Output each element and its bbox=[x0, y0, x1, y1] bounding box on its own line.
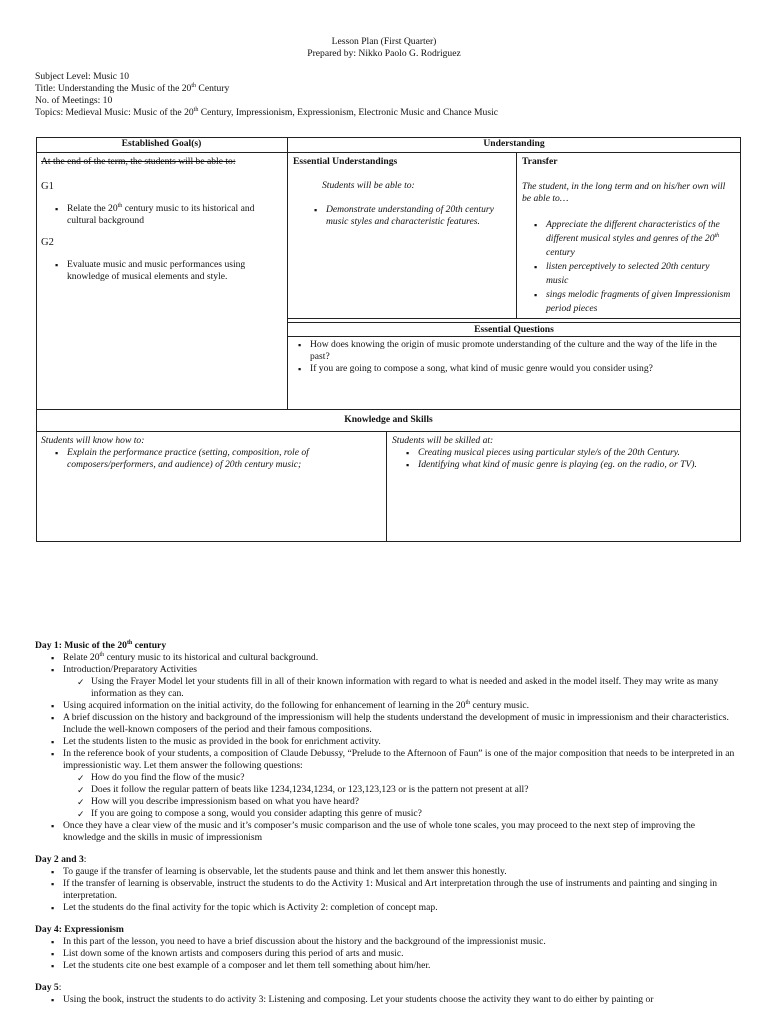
goal-g2-label: G2 bbox=[41, 237, 54, 248]
table-border bbox=[36, 431, 741, 432]
day-5-title: Day 5: bbox=[35, 982, 62, 993]
know-intro: Students will know how to: bbox=[41, 435, 145, 446]
meetings: No. of Meetings: 10 bbox=[35, 95, 113, 106]
day-4-title: Day 4: Expressionism bbox=[35, 924, 124, 935]
know-list bbox=[53, 447, 381, 471]
goal-g1-label: G1 bbox=[41, 181, 54, 192]
skill-item: ▪ Creating musical pieces using particular style/s of the 20th Century. bbox=[404, 447, 736, 459]
lesson-meta bbox=[35, 71, 755, 119]
check-item: ✓ How will you describe impressionism based on what you have heard? bbox=[77, 796, 735, 808]
table-border bbox=[287, 322, 741, 323]
day-item: ▪ Let the students listen to the music as provided in the book for enrichment activity. bbox=[49, 736, 735, 748]
essential-questions-header: Essential Questions bbox=[474, 324, 554, 335]
eu-list bbox=[312, 204, 508, 228]
goal-g1-item: ▪ Relate the 20th century music to its historical and cultural background bbox=[53, 203, 283, 227]
day-item: ▪ Using acquired information on the initial activity, do the following for enhancement of learning in the 20th century music. bbox=[49, 700, 735, 712]
skills-cell bbox=[392, 435, 736, 471]
eq-item: ▪ If you are going to compose a song, what kind of music genre would you consider using? bbox=[296, 363, 734, 375]
day-1-list bbox=[49, 820, 735, 844]
day-1-title: Day 1: Music of the 20th century bbox=[35, 639, 167, 651]
knowledge-skills-header: Knowledge and Skills bbox=[344, 414, 433, 425]
goals-header: Established Goal(s) bbox=[121, 138, 202, 149]
transfer-intro: The student, in the long term and on his/her own will be able to… bbox=[522, 181, 726, 204]
day-1-list bbox=[49, 700, 735, 772]
transfer-header: Transfer bbox=[522, 156, 558, 167]
day-1-list bbox=[49, 652, 735, 676]
knowledge-cell bbox=[41, 435, 381, 471]
eq-item: ▪ How does knowing the origin of music promote understanding of the culture and the way of the life in the past? bbox=[296, 339, 734, 363]
day-1-sublist bbox=[77, 676, 735, 700]
table-border bbox=[36, 137, 37, 542]
transfer-item: ▪ sings melodic fragments of given Impressionism period pieces bbox=[532, 288, 734, 316]
day-item: ▪ Let the students cite one best example of a composer and let them tell something about him/her. bbox=[49, 960, 735, 972]
check-item: ✓ Using the Frayer Model let your students fill in all of their known information with regard to what is needed and asked in the model itself. They may write as many information as they can. bbox=[77, 676, 735, 700]
check-item: ✓ Does it follow the regular pattern of beats like 1234,1234,1234, or 123,123,123 or is the pattern not present at all? bbox=[77, 784, 735, 796]
table-border bbox=[516, 152, 517, 318]
goal-g2-item: ▪ Evaluate music and music performances using knowledge of musical elements and style. bbox=[53, 259, 283, 283]
subject-level: Subject Level: Music 10 bbox=[35, 71, 130, 82]
daily-plan bbox=[35, 640, 735, 1006]
day-item: ▪ In the reference book of your students, a composition of Claude Debussy, “Prelude to the Afternoon of Faun” is one of the major composition that needs to be interpreted in an impressionistic way. Let them answer the following questions: bbox=[49, 748, 735, 772]
day-item: ▪ Using the book, instruct the students to do activity 3: Listening and composing. Let your students choose the activity they want to do either by painting or bbox=[49, 994, 735, 1006]
transfer-item: ▪ Appreciate the different characteristics of the different musical styles and genres of the 20th century bbox=[532, 218, 734, 260]
eq-list bbox=[296, 339, 734, 375]
doc-title: Lesson Plan (First Quarter) bbox=[331, 36, 437, 47]
day-item: ▪ Relate 20th century music to its historical and cultural background. bbox=[49, 652, 735, 664]
essential-understandings-header: Essential Understandings bbox=[293, 156, 398, 167]
day-item: ▪ List down some of the known artists and composers during this period of arts and music. bbox=[49, 948, 735, 960]
goal-g2-list bbox=[53, 259, 283, 283]
day-1-questions bbox=[77, 772, 735, 820]
prepared-by: Prepared by: Nikko Paolo G. Rodriguez bbox=[307, 48, 461, 59]
day-item: ▪ Once they have a clear view of the music and it’s composer’s music comparison and the use of whole tone scales, you may proceed to the next step of improving the knowledge and the skills in music of impressionism bbox=[49, 820, 735, 844]
table-border bbox=[36, 541, 741, 542]
topics: Topics: Medieval Music: Music of the 20th Century, Impressionism, Expressionism, Electronic Music and Chance Music bbox=[35, 106, 499, 118]
day-item: ▪ To gauge if the transfer of learning is observable, let the students pause and think and let them answer this honestly. bbox=[49, 866, 735, 878]
table-border bbox=[36, 152, 741, 153]
transfer-item: ▪ listen perceptively to selected 20th century music bbox=[532, 260, 734, 288]
day-5 bbox=[35, 982, 735, 1006]
day-2-3 bbox=[35, 854, 735, 914]
table-border bbox=[386, 431, 387, 541]
day-1 bbox=[35, 640, 735, 844]
goals-cell bbox=[41, 156, 283, 283]
day-item: ▪ Let the students do the final activity for the topic which is Activity 2: completion of concept map. bbox=[49, 902, 735, 914]
table-border bbox=[287, 137, 288, 409]
check-item: ✓ If you are going to compose a song, would you consider adapting this genre of music? bbox=[77, 808, 735, 820]
table-border bbox=[287, 318, 741, 319]
day-item: ▪ In this part of the lesson, you need to have a brief discussion about the history and the background of the impressionist music. bbox=[49, 936, 735, 948]
skill-item: ▪ Identifying what kind of music genre is playing (eg. on the radio, or TV). bbox=[404, 459, 736, 471]
day-item: ▪ A brief discussion on the history and background of the impressionism will help the students understand the development of music in impressionism and their characteristics. Include the well-known composers of the period and their famous compositions. bbox=[49, 712, 735, 736]
goal-g1-list bbox=[53, 203, 283, 227]
eu-intro: Students will be able to: bbox=[322, 180, 415, 191]
know-item: ▪ Explain the performance practice (setting, composition, role of composers/performers, and audience) of 20th century music; bbox=[53, 447, 381, 471]
check-item: ✓ How do you find the flow of the music? bbox=[77, 772, 735, 784]
day-4-list bbox=[49, 936, 735, 972]
day-5-list bbox=[49, 994, 735, 1006]
skill-intro: Students will be skilled at: bbox=[392, 435, 494, 446]
day-item: ▪ Introduction/Preparatory Activities bbox=[49, 664, 735, 676]
day-2-3-list bbox=[49, 866, 735, 914]
table-border bbox=[36, 409, 741, 410]
eu-item: ▪ Demonstrate understanding of 20th century music styles and characteristic features. bbox=[312, 204, 508, 228]
table-border bbox=[740, 137, 741, 542]
day-item: ▪ If the transfer of learning is observable, instruct the students to do the Activity 1: Musical and Art interpretation through the use of instruments and painting and singing in interpretation. bbox=[49, 878, 735, 902]
understanding-header: Understanding bbox=[483, 138, 545, 149]
document-header bbox=[0, 36, 768, 60]
day-2-3-title: Day 2 and 3: bbox=[35, 854, 87, 865]
lesson-title: Title: Understanding the Music of the 20th Century bbox=[35, 82, 230, 94]
skill-list bbox=[404, 447, 736, 471]
transfer-list bbox=[532, 218, 734, 316]
day-4 bbox=[35, 924, 735, 972]
goals-intro: At the end of the term, the students will be able to: bbox=[41, 156, 236, 167]
table-border bbox=[287, 336, 741, 337]
